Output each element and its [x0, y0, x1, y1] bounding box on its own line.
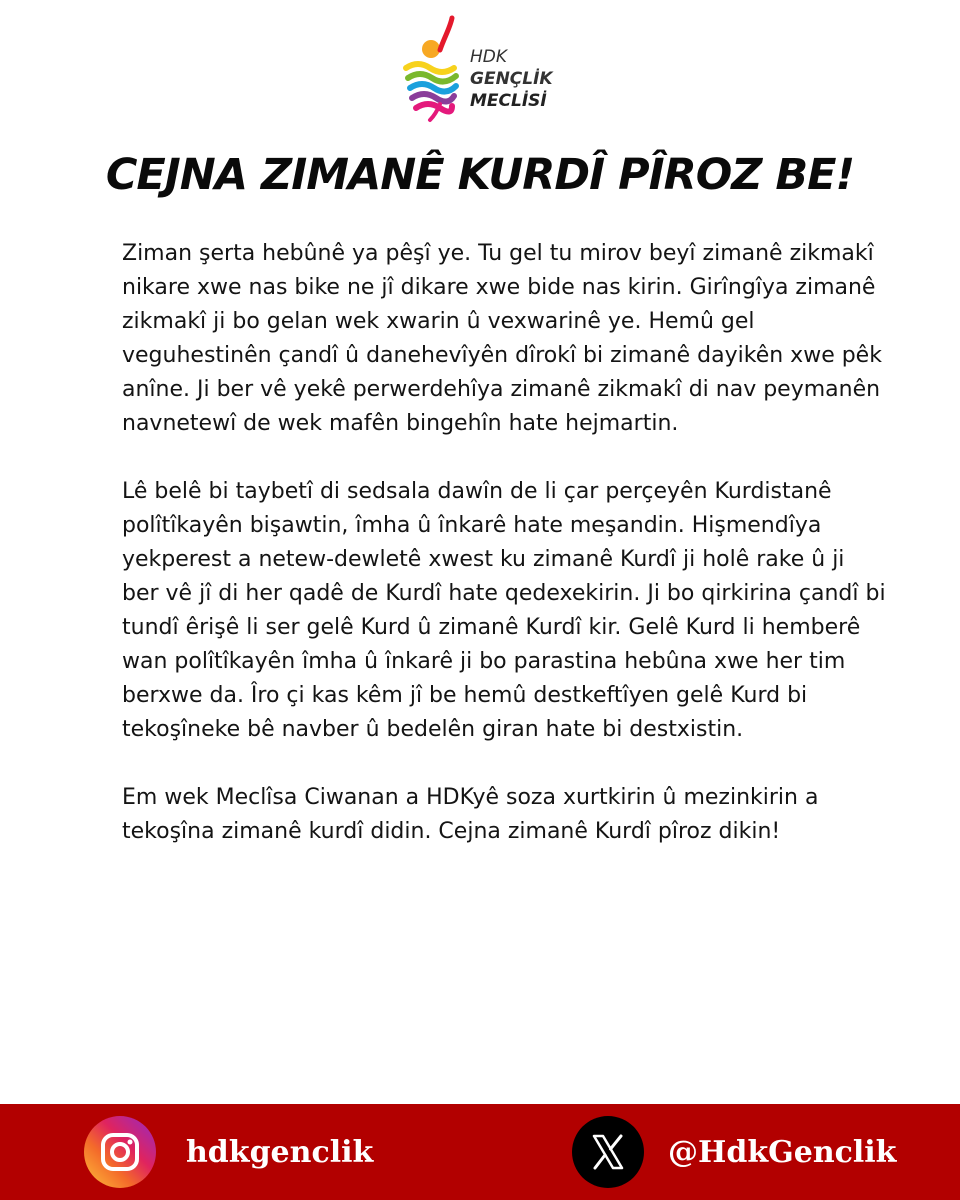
- logo-text: [470, 46, 553, 112]
- page-title: CEJNA ZIMANÊ KURDÎ PÎROZ BE!: [105, 150, 855, 200]
- paragraph-1: Ziman şerta hebûnê ya pêşî ye. Tu gel tu mirov beyî zimanê zikmakî nikare xwe nas bike ne jî dikare xwe bide nas kirin. Girîngîya zimanê zikmakî ji bo gelan wek xwarin û vexwarinê ye. Hemû gel veguhestinên çandî û danehevîyên dîrokî bi zimanê dayikên xwe pêk anîne. Ji ber vê yekê perwerdehîya zimanê zikmakî di nav peymanên navnetewî de wek mafên bingehîn hate hejmartin.: [122, 241, 882, 436]
- logo-line-hdk: HDK: [470, 47, 508, 67]
- instagram-handle[interactable]: hdkgenclik: [186, 1135, 374, 1170]
- logo-line-genclik: GENÇLİK: [470, 69, 553, 89]
- instagram-icon[interactable]: [84, 1116, 156, 1188]
- x-handle[interactable]: @HdkGenclik: [668, 1135, 897, 1170]
- logo-mark-icon: [400, 14, 470, 130]
- logo: [400, 14, 580, 130]
- paragraph-2: Lê belê bi taybetî di sedsala dawîn de li çar perçeyên Kurdistanê polîtîkayên bişawtin, îmha û înkarê hate meşandin. Hişmendîya yekperest a netew-dewletê xwest ku zimanê Kurdî ji holê rake û ji ber vê jî di her qadê de Kurdî hate qedexekirin. Ji bo qirkirina çandî bi tundî êrişê li ser gelê Kurd û zimanê Kurdî kir. Gelê Kurd li hemberê wan polîtîkayên îmha û înkarê ji bo parastina hebûna xwe her tim berxwe da. Îro çi kas kêm jî be hemû destkeftîyen gelê Kurd bi tekoşîneke bê navber û bedelên giran hate bi destxistin.: [122, 479, 886, 742]
- footer-bar: [0, 1104, 960, 1200]
- x-icon[interactable]: [572, 1116, 644, 1188]
- logo-line-meclisi: MECLİSİ: [470, 91, 547, 111]
- article-body: [122, 237, 887, 883]
- paragraph-3: Em wek Meclîsa Ciwanan a HDKyê soza xurtkirin û mezinkirin a tekoşîna zimanê kurdî didin. Cejna zimanê Kurdî pîroz dikin!: [122, 785, 819, 844]
